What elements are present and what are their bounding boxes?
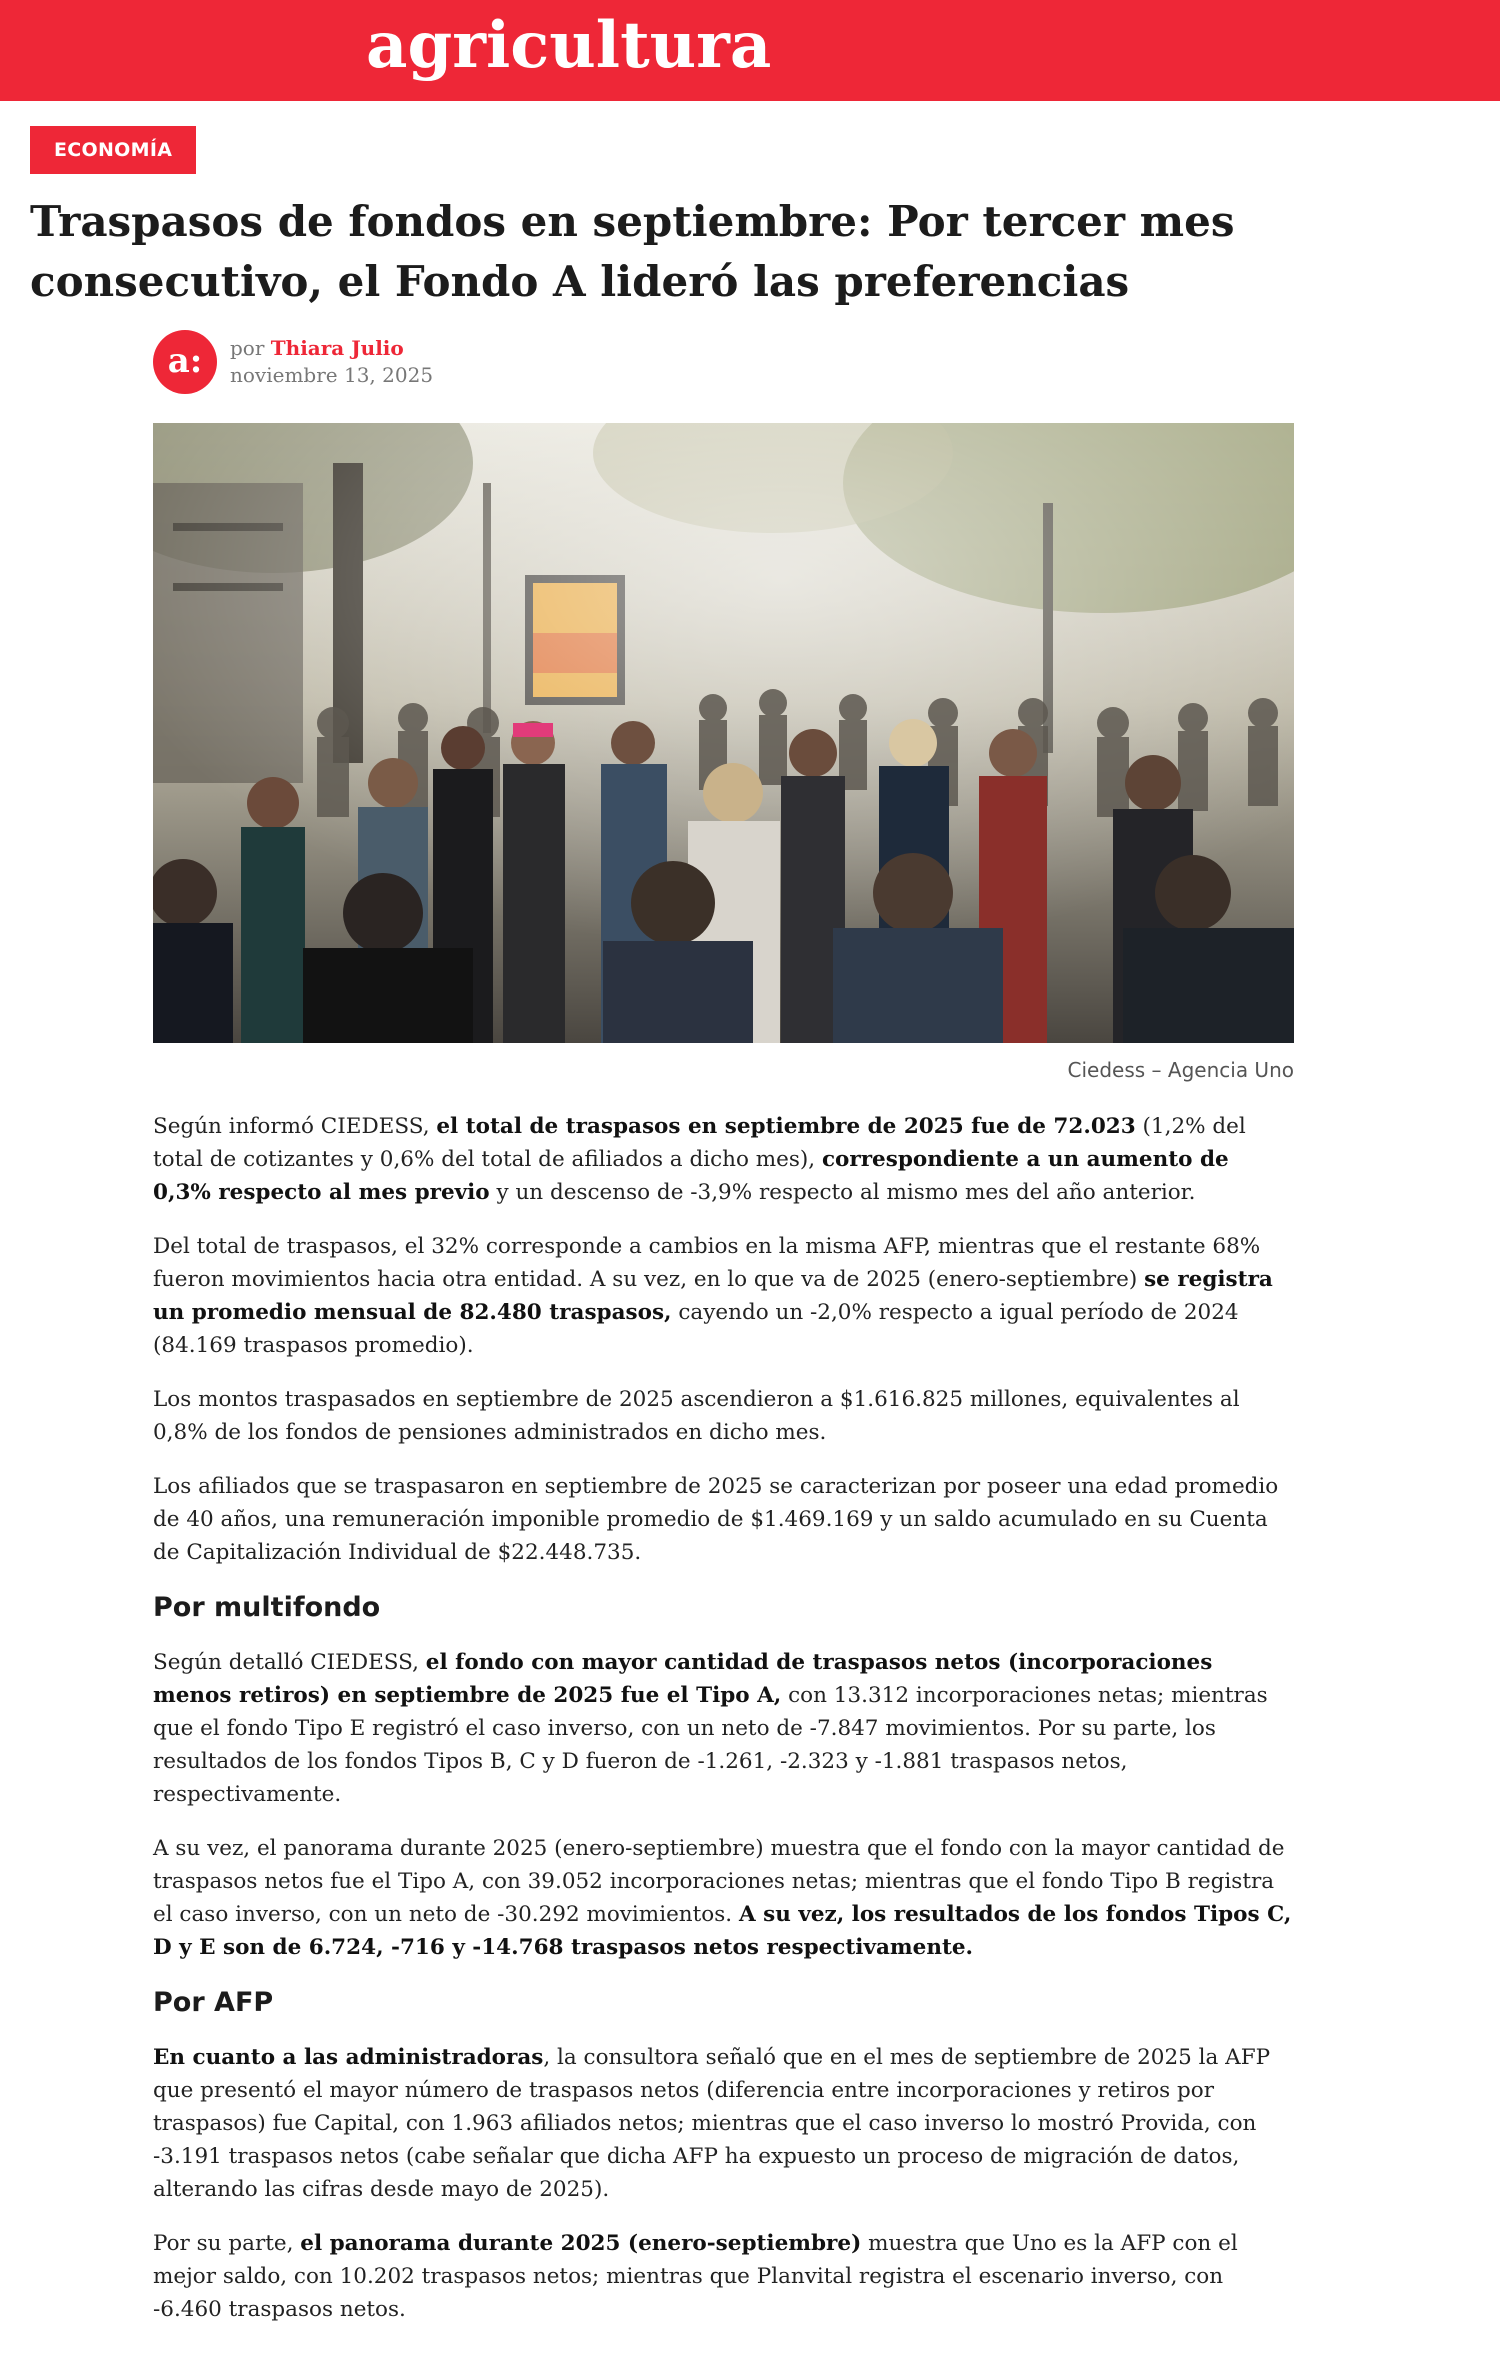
paragraph: Según detalló CIEDESS, el fondo con mayor cantidad de traspasos netos (incorporaciones menos retiros) en septiembre de 2025 fue el Tipo A, con 13.312 incorporaciones netas; mientras que el fondo Tipo E registró el caso inverso, con un neto de -7.847 movimientos. Por su parte, los resultados de los fondos Tipos B, C y D fueron de -1.261, -2.323 y -1.881 traspasos netos, respectivamente. [153,1650,1268,1807]
section-heading-afp: Por AFP [153,1987,274,2018]
crowd-photo-illustration [153,423,1294,1043]
paragraph: En cuanto a las administradoras, la consultora señaló que en el mes de septiembre de 2025 la AFP que presentó el mayor número de traspasos netos (diferencia entre incorporaciones y retiros por traspasos) fue Capital, con 1.963 afiliados netos; mientras que el caso inverso lo mostró Provida, con -3.191 traspasos netos (cabe señalar que dicha AFP ha expuesto un proceso de migración de datos, alterando las cifras desde mayo de 2025). [153,2045,1271,2202]
paragraph: A su vez, el panorama durante 2025 (enero-septiembre) muestra que el fondo con la mayor cantidad de traspasos netos fue el Tipo A, con 39.052 incorporaciones netas; mientras que el fondo Tipo B registra el caso inverso, con un neto de -30.292 movimientos. A su vez, los resultados de los fondos Tipos C, D y E son de 6.724, -716 y -14.768 traspasos netos respectivamente. [153,1836,1292,1960]
by-prefix: por [230,336,265,360]
article-title: Traspasos de fondos en septiembre: Por tercer mes consecutivo, el Fondo A lideró las preferencias [30,197,1235,306]
article-body [153,1110,1294,2347]
publish-date: noviembre 13, 2025 [230,363,434,387]
paragraph: Los montos traspasados en septiembre de 2025 ascendieron a $1.616.825 millones, equivalentes al 0,8% de los fondos de pensiones administrados en dicho mes. [153,1387,1240,1445]
image-caption: Ciedess – Agencia Uno [1067,1058,1294,1082]
author-avatar[interactable]: a: [153,330,217,394]
paragraph: Del total de traspasos, el 32% corresponde a cambios en la misma AFP, mientras que el restante 68% fueron movimientos hacia otra entidad. A su vez, en lo que va de 2025 (enero-septiembre) se registra un promedio mensual de 82.480 traspasos, cayendo un -2,0% respecto a igual período de 2024 (84.169 traspasos promedio). [153,1234,1273,1358]
site-logo[interactable]: agricultura [366,8,772,83]
author-link[interactable]: Thiara Julio [270,336,404,360]
paragraph: Los afiliados que se traspasaron en septiembre de 2025 se caracterizan por poseer una edad promedio de 40 años, una remuneración imponible promedio de $1.469.169 y un saldo acumulado en su Cuenta de Capitalización Individual de $22.448.735. [153,1474,1279,1565]
site-header [0,0,1500,101]
section-heading-multifondo: Por multifondo [153,1592,381,1623]
paragraph: Por su parte, el panorama durante 2025 (enero-septiembre) muestra que Uno es la AFP con el mejor saldo, con 10.202 traspasos netos; mientras que Planvital registra el escenario inverso, con -6.460 traspasos netos. [153,2231,1238,2322]
category-badge[interactable]: ECONOMÍA [30,126,196,174]
paragraph: Según informó CIEDESS, el total de traspasos en septiembre de 2025 fue de 72.023 (1,2% del total de cotizantes y 0,6% del total de afiliados a dicho mes), correspondiente a un aumento de 0,3% respecto al mes previo y un descenso de -3,9% respecto al mismo mes del año anterior. [153,1114,1246,1205]
article-photo [153,423,1294,1043]
byline-text [230,335,630,389]
